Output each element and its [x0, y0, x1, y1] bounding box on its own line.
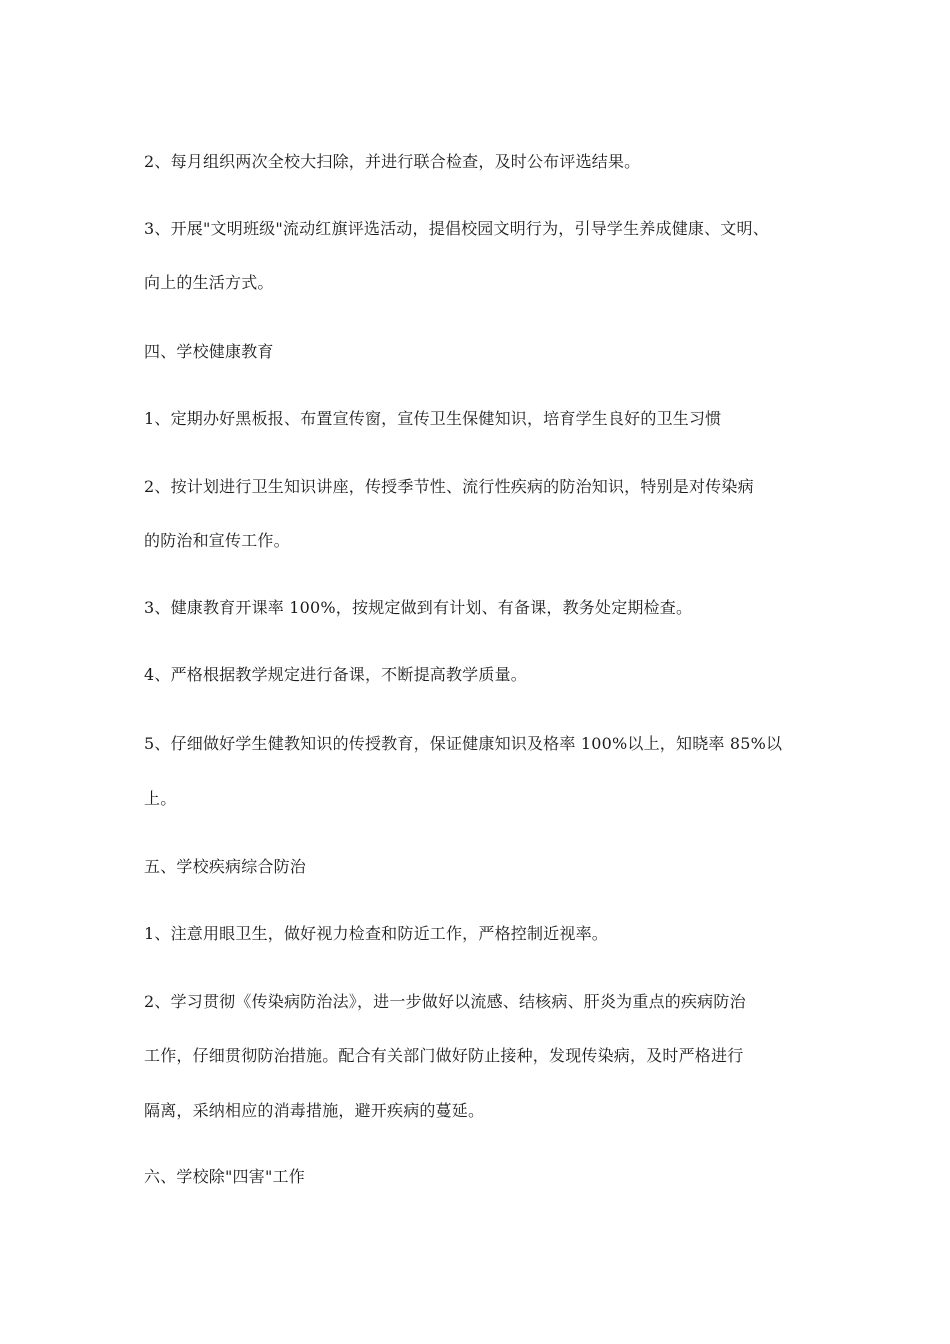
paragraph-line: 隔离，采纳相应的消毒措施，避开疾病的蔓延。 [144, 1101, 485, 1120]
paragraph-line: 2、按计划进行卫生知识讲座，传授季节性、流行性疾病的防治知识，特别是对传染病 [144, 477, 754, 496]
paragraph-line: 1、注意用眼卫生，做好视力检查和防近工作，严格控制近视率。 [144, 924, 608, 943]
section-heading: 四、学校健康教育 [144, 342, 274, 361]
paragraph-line: 上。 [144, 789, 177, 808]
paragraph-line: 2、每月组织两次全校大扫除，并进行联合检查，及时公布评选结果。 [144, 152, 641, 171]
paragraph-line: 3、健康教育开课率 100%，按规定做到有计划、有备课，教务处定期检查。 [144, 598, 693, 617]
paragraph-line: 向上的生活方式。 [144, 273, 274, 292]
paragraph-line: 工作，仔细贯彻防治措施。配合有关部门做好防止接种，发现传染病，及时严格进行 [144, 1046, 744, 1065]
section-heading: 五、学校疾病综合防治 [144, 857, 307, 876]
paragraph-line: 4、严格根据教学规定进行备课，不断提高教学质量。 [144, 665, 527, 684]
paragraph-line: 2、学习贯彻《传染病防治法》，进一步做好以流感、结核病、肝炎为重点的疾病防治 [144, 992, 746, 1011]
section-heading: 六、学校除"四害"工作 [144, 1167, 305, 1186]
paragraph-line: 3、开展"文明班级"流动红旗评选活动，提倡校园文明行为，引导学生养成健康、文明、 [144, 219, 769, 238]
paragraph-line: 5、仔细做好学生健教知识的传授教育，保证健康知识及格率 100%以上，知晓率 85%以 [144, 734, 783, 753]
paragraph-line: 的防治和宣传工作。 [144, 531, 290, 550]
paragraph-line: 1、定期办好黑板报、布置宣传窗，宣传卫生保健知识，培育学生良好的卫生习惯 [144, 409, 722, 428]
